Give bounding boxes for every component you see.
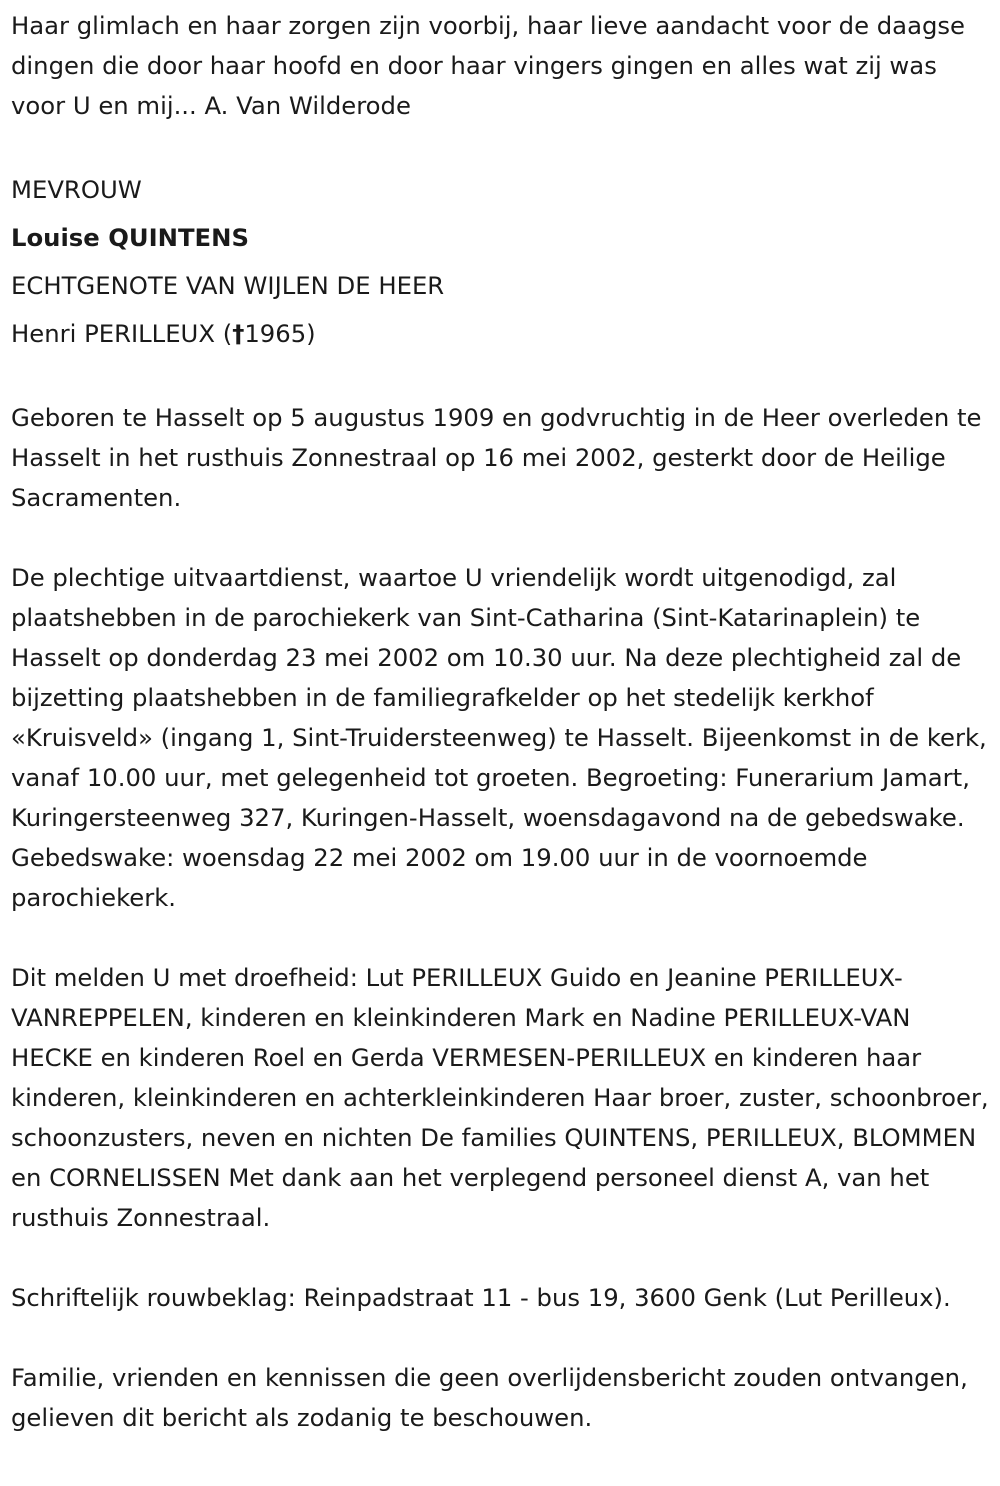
spacer	[11, 918, 990, 958]
relation-line: ECHTGENOTE VAN WIJLEN DE HEER	[11, 271, 445, 300]
spacer	[11, 126, 990, 166]
spacer	[11, 518, 990, 558]
spacer	[11, 1238, 990, 1278]
deceased-name: Louise QUINTENS	[11, 223, 249, 252]
opening-quote: Haar glimlach en haar zorgen zijn voorbij, haar lieve aandacht voor de daagse dingen die door haar hoofd en door haar vingers gingen en alles wat zij was voor U en mij... A. Van Wilderode	[11, 11, 965, 120]
family-paragraph: Dit melden U met droefheid: Lut PERILLEUX Guido en Jeanine PERILLEUX-VANREPPELEN, kinderen en kleinkinderen Mark en Nadine PERILLEUX-VAN HECKE en kinderen Roel en Gerda VERMESEN-PERILLEUX en kinderen haar kinderen, kleinkinderen en achterkleinkinderen Haar broer, zuster, schoonbroer, schoonzusters, neven en nichten De families QUINTENS, PERILLEUX, BLOMMEN en CORNELISSEN Met dank aan het verplegend personeel dienst A, van het rusthuis Zonnestraal.	[11, 963, 989, 1232]
salutation: MEVROUW	[11, 175, 142, 204]
funeral-paragraph: De plechtige uitvaartdienst, waartoe U vriendelijk wordt uitgenodigd, zal plaatshebben in de parochiekerk van Sint-Catharina (Sint-Katarinaplein) te Hasselt op donderdag 23 mei 2002 om 10.30 uur. Na deze plechtigheid zal de bijzetting plaatshebben in de familiegrafkelder op het stedelijk kerkhof «Kruisveld» (ingang 1, Sint-Truidersteenweg) te Hasselt. Bijeenkomst in de kerk, vanaf 10.00 uur, met gelegenheid tot groeten. Begroeting: Funerarium Jamart, Kuringersteenweg 327, Kuringen-Hasselt, woensdagavond na de gebedswake. Gebedswake: woensdag 22 mei 2002 om 19.00 uur in de voornoemde parochiekerk.	[11, 563, 987, 912]
husband-death-year: 1965)	[244, 319, 316, 348]
notice-paragraph: Familie, vrienden en kennissen die geen overlijdensbericht zouden ontvangen, gelieven dit bericht als zodanig te beschouwen.	[11, 1363, 968, 1432]
birth-death-paragraph: Geboren te Hasselt op 5 augustus 1909 en godvruchtig in de Heer overleden te Hasselt in het rusthuis Zonnestraal op 16 mei 2002, gesterkt door de Heilige Sacramenten.	[11, 403, 982, 512]
spacer	[11, 1318, 990, 1358]
spacer	[11, 358, 990, 398]
husband-name: Henri PERILLEUX (	[11, 319, 233, 348]
cross-icon: †	[232, 319, 245, 348]
husband-line	[11, 310, 990, 358]
condolence-paragraph: Schriftelijk rouwbeklag: Reinpadstraat 11 - bus 19, 3600 Genk (Lut Perilleux).	[11, 1283, 951, 1312]
